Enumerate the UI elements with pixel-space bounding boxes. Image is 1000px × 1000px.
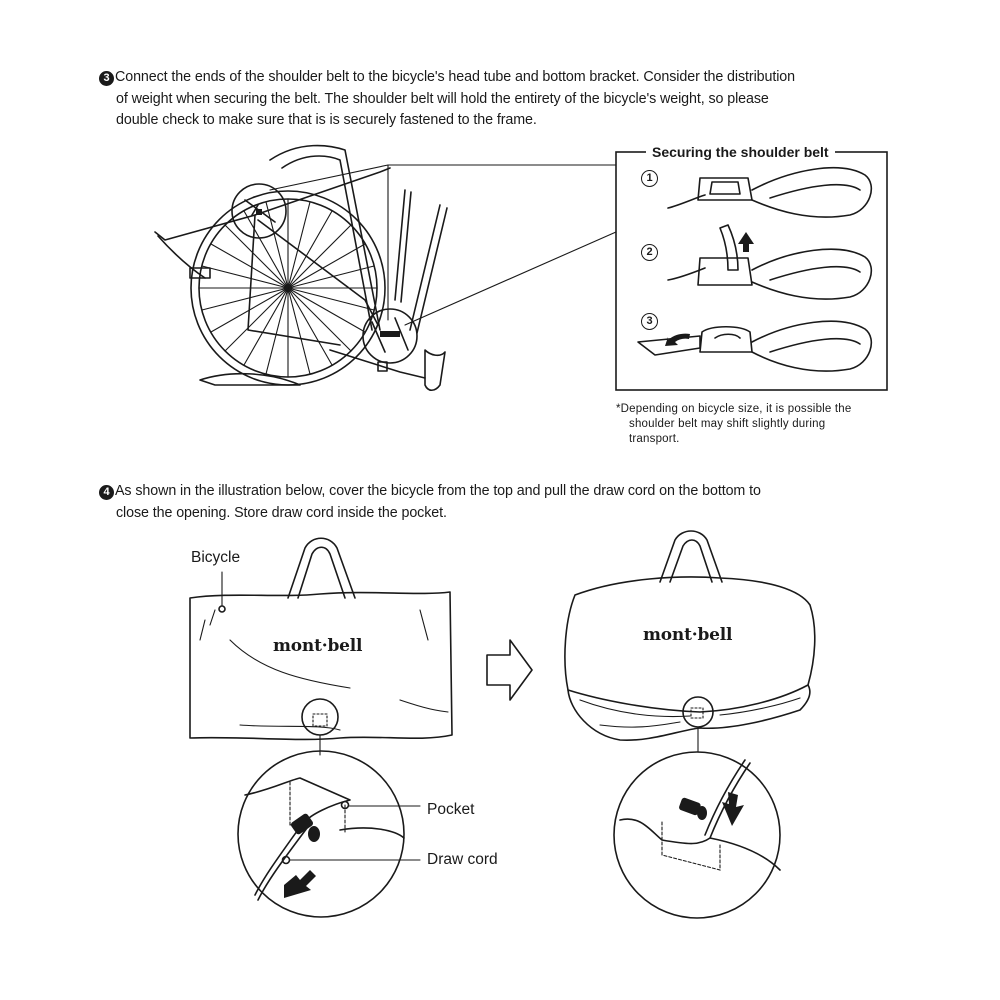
belt-1-loop: [752, 168, 871, 217]
left-detail-marker: [302, 699, 338, 735]
belt-2-loop-inner: [770, 267, 860, 280]
draw-cord-label: Draw cord: [427, 851, 498, 868]
right-draw-cord: [705, 760, 745, 835]
right-handle-inner: [670, 540, 712, 582]
shoulder-belt-box: [616, 152, 887, 390]
note-line-3: transport.: [629, 433, 680, 445]
cord-stopper-end: [308, 826, 320, 842]
down-left-arrow-icon: [284, 870, 316, 898]
right-detail-bag-edge: [620, 819, 780, 870]
belt-1-loop-inner: [770, 185, 860, 198]
fork-left: [395, 190, 411, 302]
belt-1-buckle-slot: [710, 182, 740, 194]
step-3-number: 3: [99, 71, 114, 86]
pocket-label: Pocket: [427, 801, 475, 818]
covered-bicycle-right: [565, 531, 815, 918]
step-3-line-2: of weight when securing the belt. The shoulder belt will hold the entirety of the bicycle's weight, so please: [116, 90, 769, 107]
shoulder-belt-box-title: Securing the shoulder belt: [646, 144, 835, 160]
left-cover-bag: [190, 592, 452, 739]
stand-base: [200, 374, 300, 385]
belt-substep-1-drawing: [668, 168, 871, 217]
belt-2-loop: [752, 249, 871, 299]
brand-logo-left: mont·bell: [273, 636, 363, 656]
handlebar-inner: [282, 156, 372, 330]
brand-logo-right: mont·bell: [643, 625, 733, 645]
right-cover-folds: [580, 698, 800, 727]
belt-3-loop-inner: [770, 339, 860, 352]
substep-3-number: 3: [641, 313, 658, 330]
pedal: [425, 350, 445, 390]
covered-bicycle-left: [190, 538, 452, 917]
right-arrow-icon: [487, 640, 532, 700]
step-3-line-1: 3 Connect the ends of the shoulder belt to the bicycle's head tube and bottom bracket. Consider the distribution: [99, 67, 919, 89]
belt-substep-3-drawing: [638, 321, 871, 371]
step-4-line-1: 4 As shown in the illustration below, cover the bicycle from the top and pull the draw cord on the bottom to: [99, 481, 929, 503]
wheel-spokes: [199, 199, 377, 377]
left-cover-folds: [200, 610, 448, 730]
bicycle-illustration: [155, 146, 616, 391]
callout-line-top: [270, 165, 388, 190]
step-4-number: 4: [99, 485, 114, 500]
belt-3-buckle-slot: [715, 334, 740, 338]
belt-3-loop: [752, 321, 871, 371]
frame-rack: [158, 236, 205, 278]
right-detail-circle: [614, 752, 780, 918]
right-cover-gathered: [568, 685, 810, 740]
belt-substep-2-drawing: [668, 225, 871, 299]
left-detail-bag-edge: [245, 778, 350, 822]
step-3-line-3: double check to make sure that is is securely fastened to the frame.: [116, 112, 537, 128]
left-detail-bag-fold: [340, 828, 404, 838]
head-tube-strap-mark: [256, 209, 262, 215]
note-line-1: *Depending on bicycle size, it is possible the: [616, 403, 852, 415]
right-pocket-marker: [691, 708, 703, 718]
fork-right: [410, 205, 447, 333]
belt-2-buckle: [698, 258, 752, 285]
up-arrow-icon: [738, 232, 754, 252]
shoulder-belt-note: [616, 402, 906, 447]
belt-2-raised-end: [720, 225, 738, 270]
bottom-bracket-strap-mark: [380, 331, 400, 337]
substep-1-number: 1: [641, 170, 658, 187]
right-detail-pocket-outline: [662, 822, 720, 870]
right-cord-stopper-end: [697, 806, 707, 820]
down-arrow-icon: [722, 792, 744, 826]
substep-2-number: 2: [641, 244, 658, 261]
step-4-instructions: [99, 481, 929, 524]
bicycle-label: Bicycle: [191, 549, 241, 566]
handlebar: [270, 146, 380, 330]
right-handle-outer: [660, 531, 722, 582]
left-pocket-marker: [313, 714, 327, 726]
left-arrow-icon: [665, 334, 690, 346]
step-4-line-2: close the opening. Store draw cord inside the pocket.: [116, 504, 447, 521]
note-line-2: shoulder belt may shift slightly during: [629, 418, 826, 430]
belt-1-tail: [668, 195, 705, 208]
belt-3-buckle: [700, 327, 752, 352]
bicycle-pointer-dot: [219, 606, 225, 612]
callout-line-bottom: [405, 232, 616, 325]
left-handle-inner: [298, 547, 345, 598]
